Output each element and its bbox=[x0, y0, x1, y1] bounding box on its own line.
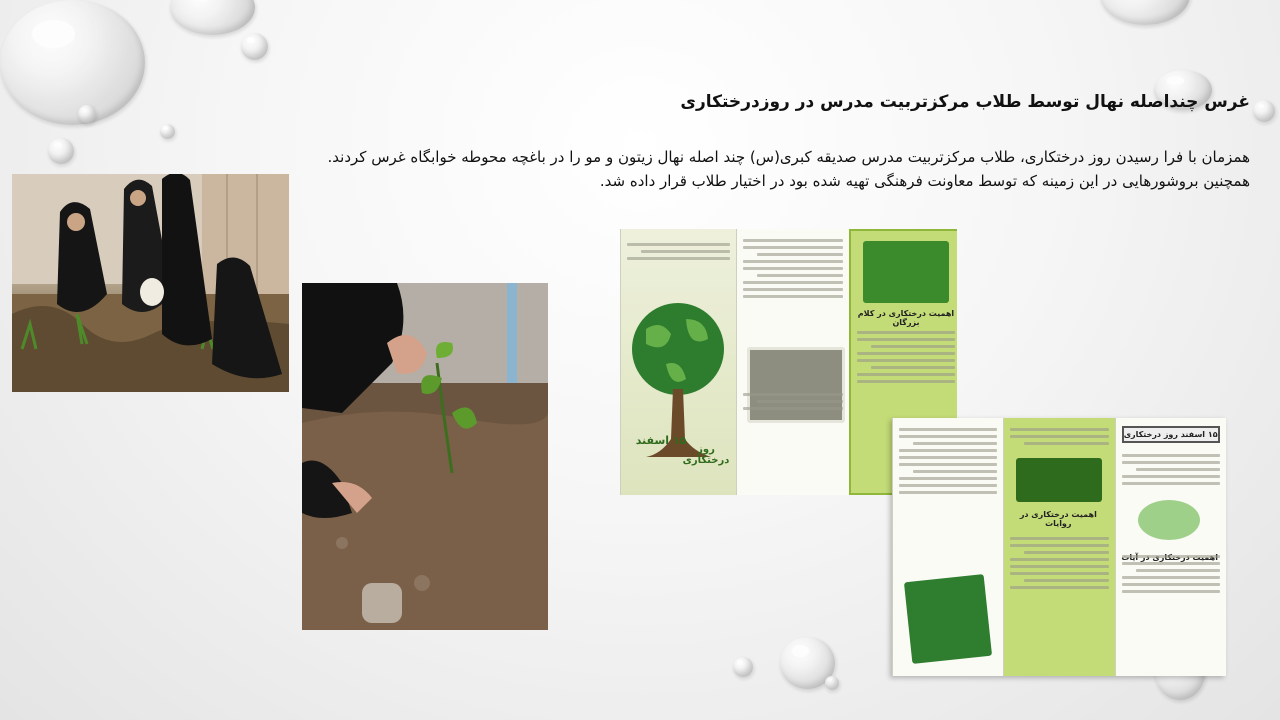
slide-body-text bbox=[250, 145, 1250, 193]
text-line bbox=[743, 246, 843, 249]
water-drop-decoration bbox=[0, 0, 145, 125]
text-line bbox=[857, 352, 955, 355]
text-line bbox=[1122, 576, 1220, 579]
text-line bbox=[899, 484, 997, 487]
brochure-cover-panel bbox=[620, 229, 736, 495]
text-line bbox=[899, 449, 997, 452]
brochure-photo bbox=[1016, 458, 1102, 502]
text-line bbox=[1122, 590, 1220, 593]
water-drop-decoration bbox=[825, 676, 839, 690]
text-line bbox=[1010, 537, 1108, 540]
text-line bbox=[1122, 482, 1220, 485]
text-line bbox=[1010, 428, 1108, 431]
text-line bbox=[899, 491, 997, 494]
water-drop-decoration bbox=[241, 33, 268, 60]
brochure-section-title: اهمیت درختکاری در کلام بزرگان bbox=[857, 309, 955, 327]
brochure-back-left-panel bbox=[892, 418, 1003, 676]
text-line bbox=[899, 477, 997, 480]
text-line bbox=[1136, 468, 1220, 471]
brochure-date-label: ۱۵ اسفند bbox=[635, 434, 687, 447]
text-line bbox=[743, 260, 843, 263]
text-line bbox=[1122, 555, 1220, 558]
water-drop-decoration bbox=[48, 138, 74, 164]
text-line bbox=[913, 442, 997, 445]
water-drop-decoration bbox=[1253, 100, 1275, 122]
brochure-section-title: اهمیت درختکاری در روایات bbox=[1019, 510, 1097, 528]
text-line bbox=[757, 274, 843, 277]
text-line bbox=[899, 435, 997, 438]
text-line bbox=[857, 331, 955, 334]
brochure-back-header: ۱۵ اسفند روز درختکاری bbox=[1122, 426, 1220, 443]
text-line bbox=[743, 393, 843, 396]
text-line bbox=[857, 359, 955, 362]
brochure-back-middle-panel bbox=[1003, 418, 1114, 676]
brochure-back bbox=[892, 418, 1226, 676]
text-line bbox=[1024, 442, 1108, 445]
water-drop-decoration bbox=[160, 124, 175, 139]
text-line bbox=[743, 295, 843, 298]
text-line bbox=[871, 366, 955, 369]
text-line bbox=[757, 400, 843, 403]
text-line bbox=[1122, 454, 1220, 457]
text-line bbox=[913, 470, 997, 473]
text-line bbox=[1024, 551, 1108, 554]
text-line bbox=[1024, 579, 1108, 582]
slide-title: غرس چنداصله نهال توسط طلاب مرکزتربیت مدرس در روزدرختکاری bbox=[680, 92, 1250, 112]
quran-image bbox=[1138, 500, 1200, 540]
text-line bbox=[757, 253, 843, 256]
body-paragraph: همزمان با فرا رسیدن روز درختکاری، طلاب مرکزتربیت مدرس صدیقه کبری(س) چند اصله نهال زیتون و مو را در باغچه محوطه خوابگاه غرس کردند. bbox=[327, 148, 1250, 166]
leaf-image bbox=[863, 241, 949, 303]
text-line bbox=[899, 456, 997, 459]
brochure-back-right-panel bbox=[1115, 418, 1226, 676]
text-line bbox=[1010, 558, 1108, 561]
text-line bbox=[1010, 586, 1108, 589]
text-line bbox=[1010, 565, 1108, 568]
text-line bbox=[857, 373, 955, 376]
text-line bbox=[743, 239, 843, 242]
brochure-inside-panel bbox=[736, 229, 849, 495]
leaf-card-image bbox=[904, 574, 992, 664]
text-line bbox=[857, 380, 955, 383]
text-line bbox=[1010, 435, 1108, 438]
text-line bbox=[627, 257, 730, 260]
brochure-photo bbox=[747, 347, 845, 423]
text-line bbox=[743, 288, 843, 291]
text-line bbox=[1122, 475, 1220, 478]
water-drop-decoration bbox=[733, 657, 753, 677]
text-line bbox=[1136, 569, 1220, 572]
water-drop-decoration bbox=[1100, 0, 1190, 25]
text-line bbox=[1122, 583, 1220, 586]
text-line bbox=[857, 338, 955, 341]
water-drop-decoration bbox=[78, 105, 96, 123]
text-line bbox=[1010, 572, 1108, 575]
body-paragraph: همچنین بروشورهایی در این زمینه که توسط معاونت فرهنگی تهیه شده بود در اختیار طلاب قرار داده شد. bbox=[599, 172, 1250, 190]
brochure-day-label: روز درختکاری bbox=[682, 444, 730, 466]
text-line bbox=[743, 267, 843, 270]
text-line bbox=[1010, 544, 1108, 547]
planting-photo-vine bbox=[302, 283, 548, 630]
text-line bbox=[899, 428, 997, 431]
text-line bbox=[641, 250, 730, 253]
water-drop-decoration bbox=[170, 0, 255, 35]
text-line bbox=[1122, 461, 1220, 464]
text-line bbox=[627, 243, 730, 246]
text-line bbox=[871, 345, 955, 348]
text-line bbox=[1122, 562, 1220, 565]
text-line bbox=[743, 281, 843, 284]
planting-photo-students bbox=[12, 174, 289, 392]
text-line bbox=[743, 407, 843, 410]
text-line bbox=[899, 463, 997, 466]
